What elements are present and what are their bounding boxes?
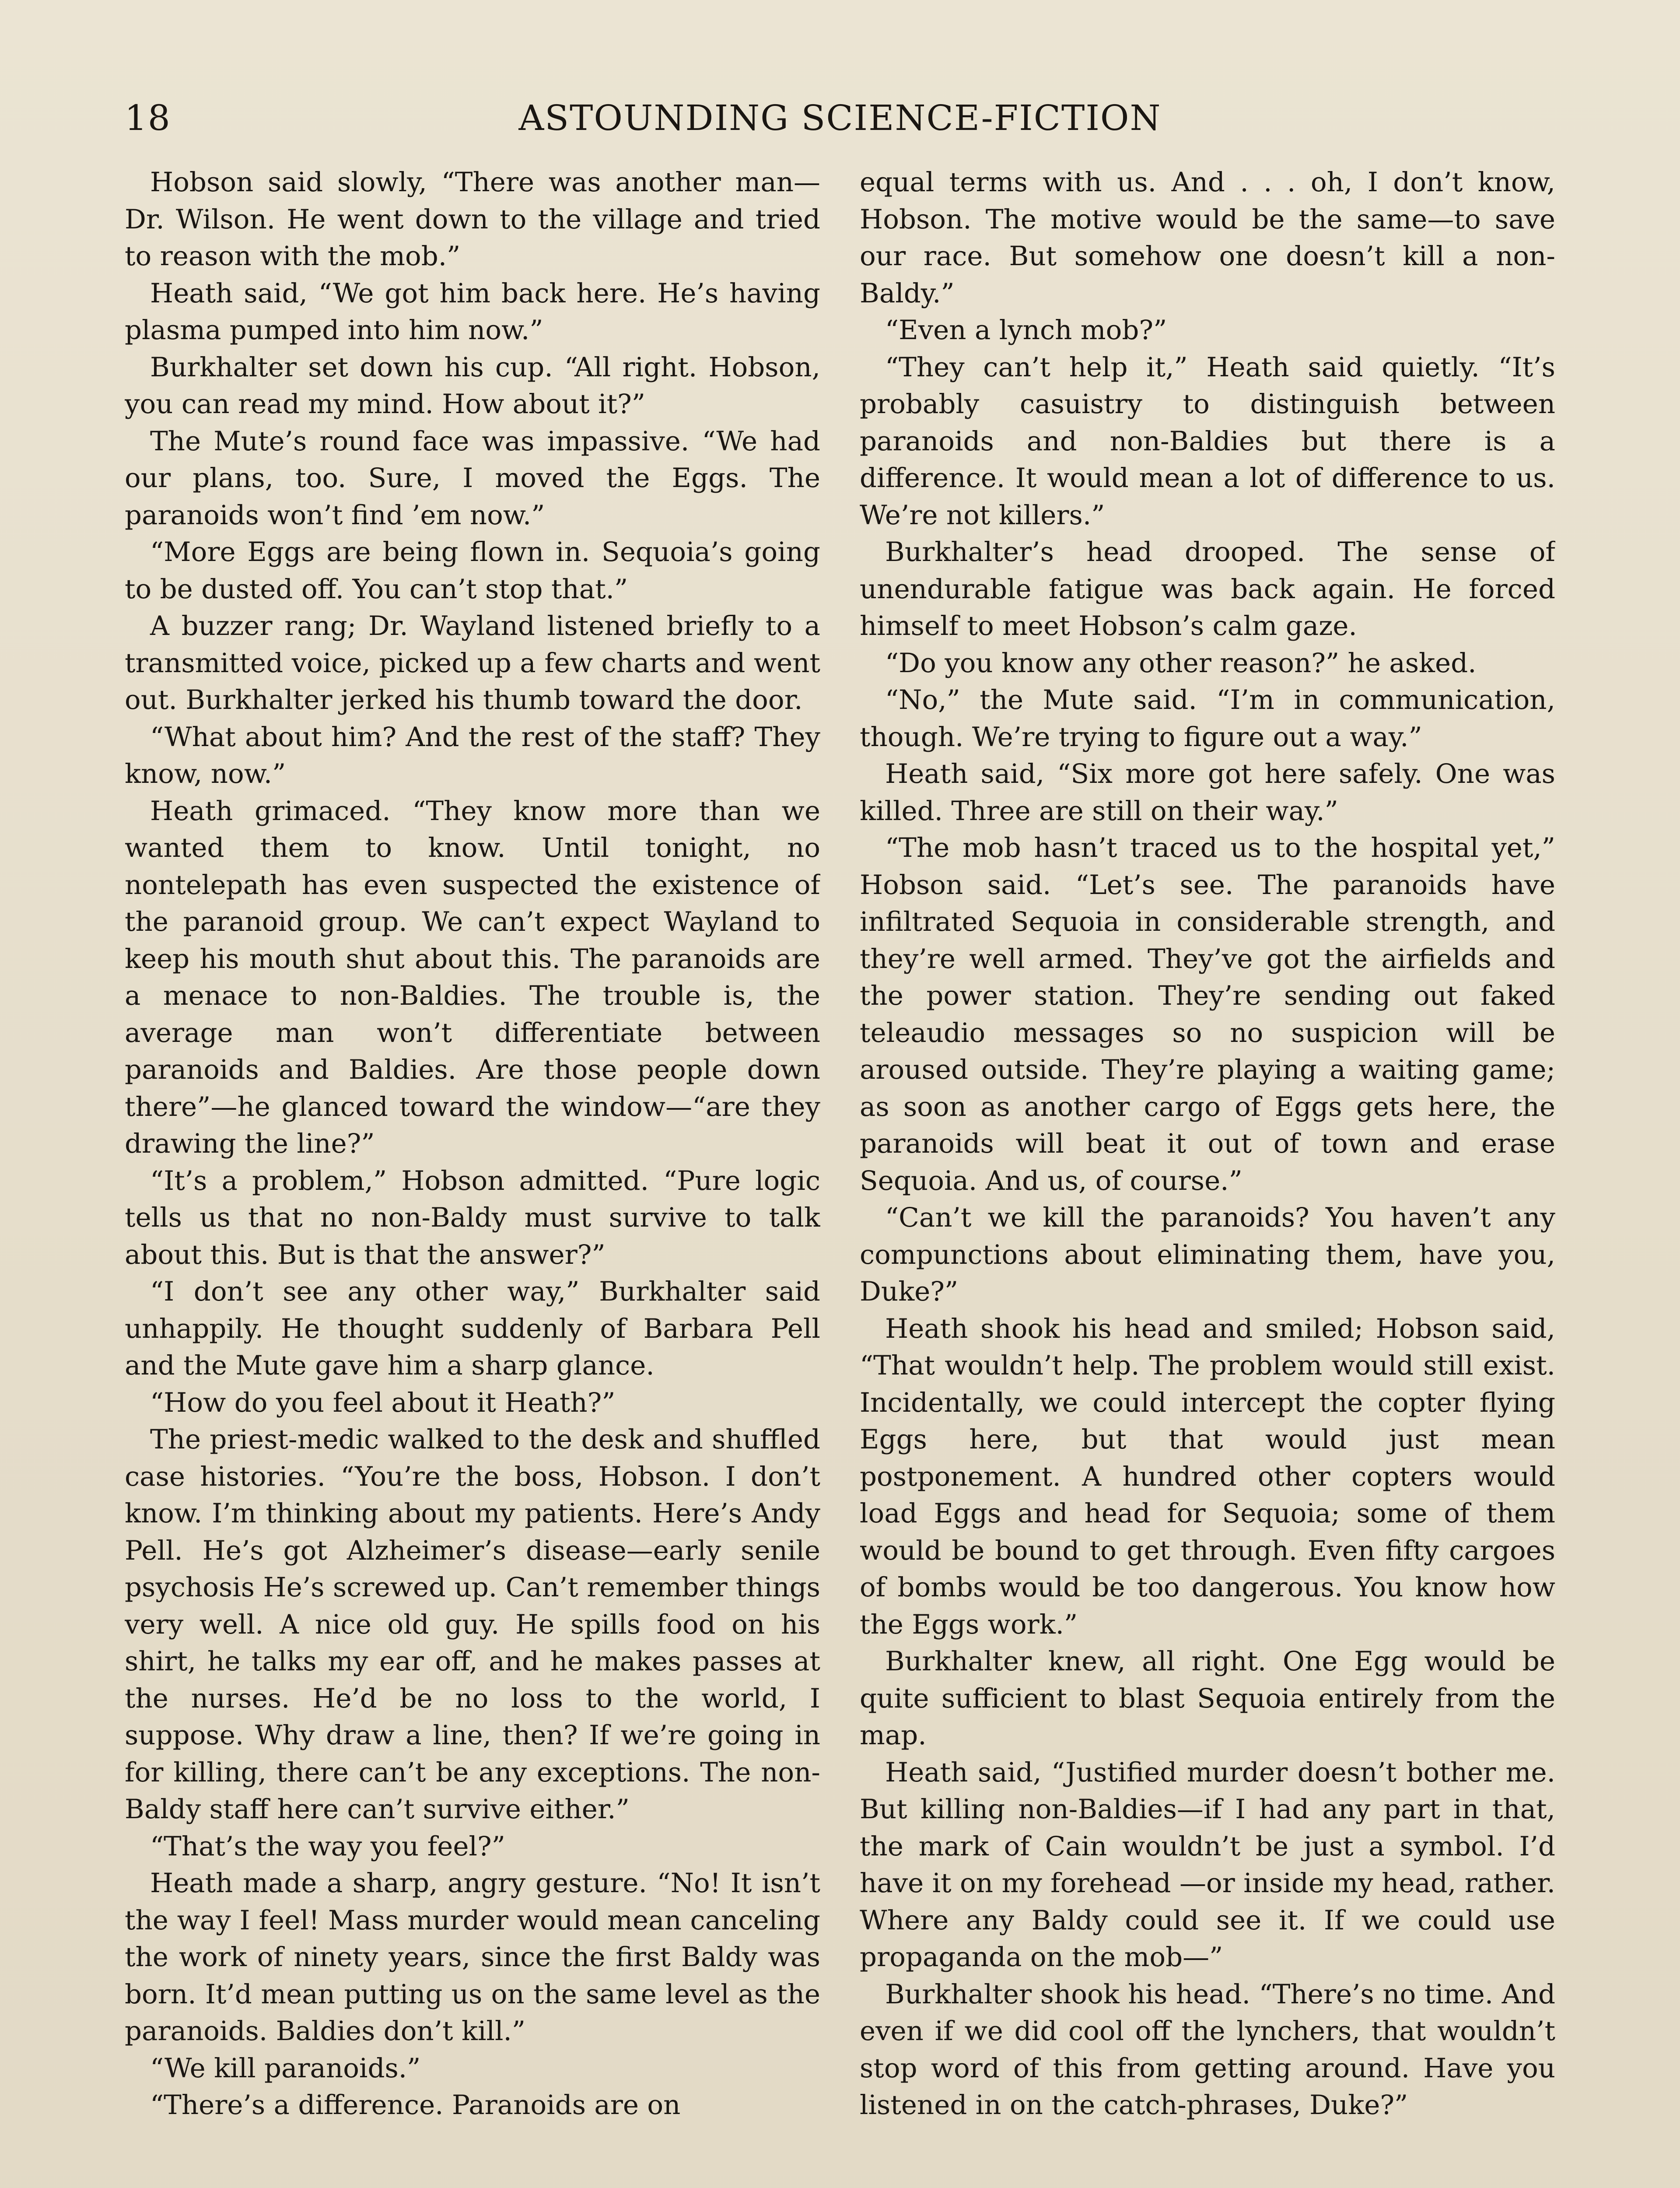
left-column (125, 164, 820, 2188)
paragraph: “How do you feel about it Heath?” (150, 1387, 616, 1418)
paragraph: “More Eggs are being flown in. Sequoia’s going to be dusted off. You can’t stop that.” (125, 536, 820, 605)
paragraph: Burkhalter’s head drooped. The sense of unendurable fatigue was back again. He forced himself to meet Hobson’s calm gaze. (860, 536, 1555, 642)
text-columns (125, 164, 1555, 2188)
paragraph: “There’s a difference. Paranoids are on (150, 2090, 681, 2121)
paragraph: “I don’t see any other way,” Burkhalter said unhappily. He thought suddenly of Barbara Pell and the Mute gave him a sharp glance. (125, 1276, 820, 1381)
paragraph: Heath shook his head and smiled; Hobson said, “That wouldn’t help. The problem would still exist. Incidentally, we could intercept the copter flying Eggs here, but that would just mean postponement. A hundred other copters would load Eggs and head for Sequoia; some of them would be bound to get through. Even fifty cargoes of bombs would be too dangerous. You know how the Eggs work.” (860, 1313, 1555, 1640)
running-title: ASTOUNDING SCIENCE-FICTION (518, 98, 1162, 138)
paragraph: “Do you know any other reason?” he asked. (885, 647, 1477, 679)
paragraph: Burkhalter knew, all right. One Egg would be quite sufficient to blast Sequoia entirely from the map. (860, 1646, 1555, 1751)
paragraph: “We kill paranoids.” (150, 2052, 421, 2084)
paragraph: “That’s the way you feel?” (150, 1830, 505, 1862)
paragraph: Heath said, “Six more got here safely. One was killed. Three are still on their way.” (860, 758, 1555, 827)
paragraph: Burkhalter shook his head. “There’s no time. And even if we did cool off the lynchers, that wouldn’t stop word of this from getting around. Have you listened in on the catch-phrases, Duke?” (860, 1978, 1555, 2121)
paragraph: A buzzer rang; Dr. Wayland listened briefly to a transmitted voice, picked up a few charts and went out. Burkhalter jerked his thumb toward the door. (125, 610, 820, 715)
paragraph: Heath said, “Justified murder doesn’t bother me. But killing non-Baldies—if I had any part in that, the mark of Cain wouldn’t be just a symbol. I’d have it on my forehead —or inside my head, rather. Where any Baldy could see it. If we could use propaganda on the mob—” (860, 1757, 1555, 1973)
paragraph: The Mute’s round face was impassive. “We had our plans, too. Sure, I moved the Eggs. The paranoids won’t find ’em now.” (125, 425, 820, 531)
page-number: 18 (125, 98, 171, 138)
paragraph: Heath made a sharp, angry gesture. “No! It isn’t the way I feel! Mass murder would mean canceling the work of ninety years, since the first Baldy was born. It’d mean putting us on the same level as the paranoids. Baldies don’t kill.” (125, 1868, 820, 2047)
right-column (860, 164, 1555, 2188)
paragraph: equal terms with us. And . . . oh, I don’t know, Hobson. The motive would be the same—to save our race. But somehow one doesn’t kill a non-Baldy.” (860, 167, 1555, 309)
paragraph: “It’s a problem,” Hobson admitted. “Pure logic tells us that no non-Baldy must survive to talk about this. But is that the answer?” (125, 1165, 820, 1270)
paragraph: Heath said, “We got him back here. He’s having plasma pumped into him now.” (125, 277, 820, 346)
paragraph: The priest-medic walked to the desk and shuffled case histories. “You’re the boss, Hobson. I don’t know. I’m thinking about my patients. Here’s Andy Pell. He’s got Alzheimer’s disease—early senile psychosis He’s screwed up. Can’t remember things very well. A nice old guy. He spills food on his shirt, he talks my ear off, and he makes passes at the nurses. He’d be no loss to the world, I suppose. Why draw a line, then? If we’re going in for killing, there can’t be any exceptions. The non-Baldy staff here can’t survive either.” (125, 1424, 820, 1825)
paragraph: “Even a lynch mob?” (885, 315, 1167, 346)
paragraph: Hobson said slowly, “There was another man—Dr. Wilson. He went down to the village and tried to reason with the mob.” (125, 167, 820, 272)
paragraph: Heath grimaced. “They know more than we wanted them to know. Until tonight, no nontelepath has even suspected the existence of the paranoid group. We can’t expect Wayland to keep his mouth shut about this. The paranoids are a menace to non-Baldies. The trouble is, the average man won’t differentiate between paranoids and Baldies. Are those people down there”—he glanced toward the window—“are they drawing the line?” (125, 795, 820, 1159)
paragraph: Burkhalter set down his cup. “All right. Hobson, you can read my mind. How about it?” (125, 351, 820, 420)
page-header (125, 94, 1555, 142)
paragraph: “No,” the Mute said. “I’m in communication, though. We’re trying to figure out a way.” (860, 684, 1555, 753)
paragraph: “What about him? And the rest of the staff? They know, now.” (125, 721, 820, 789)
paragraph: “Can’t we kill the paranoids? You haven’t any compunctions about eliminating them, have you, Duke?” (860, 1202, 1555, 1307)
paragraph: “The mob hasn’t traced us to the hospital yet,” Hobson said. “Let’s see. The paranoids have infiltrated Sequoia in considerable strength, and they’re well armed. They’ve got the airfields and the power station. They’re sending out faked teleaudio messages so no suspicion will be aroused outside. They’re playing a waiting game; as soon as another cargo of Eggs gets here, the paranoids will beat it out of town and erase Sequoia. And us, of course.” (860, 832, 1555, 1196)
paragraph: “They can’t help it,” Heath said quietly. “It’s probably casuistry to distinguish between paranoids and non-Baldies but there is a difference. It would mean a lot of difference to us. We’re not killers.” (860, 351, 1555, 531)
